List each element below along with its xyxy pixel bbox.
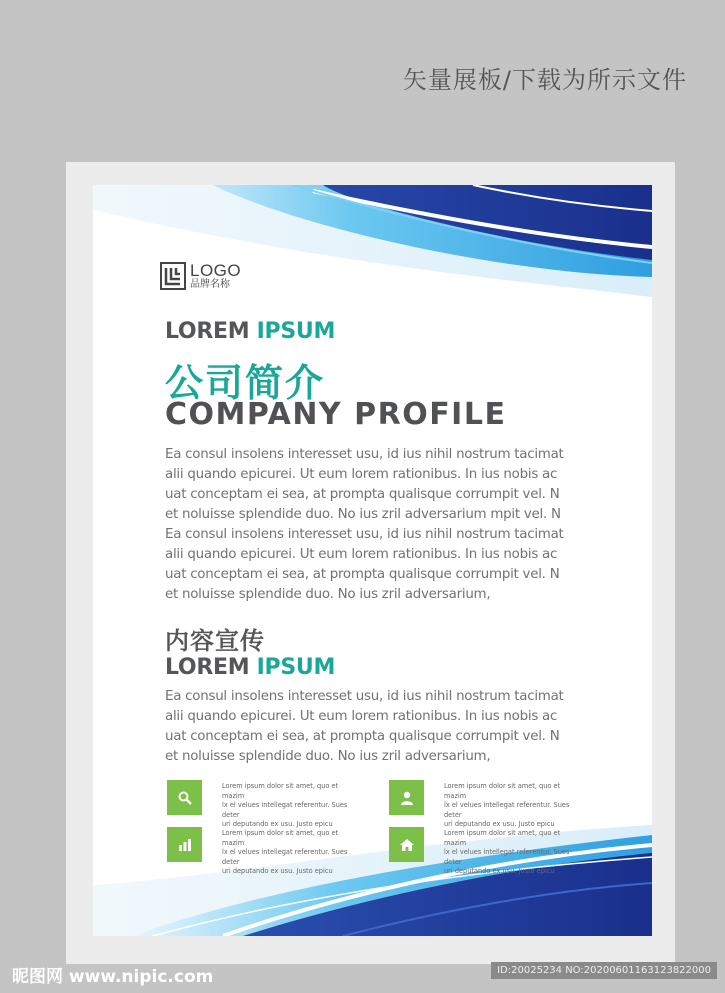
feature-item: [167, 780, 362, 830]
section2-title-cn: 内容宣传: [165, 627, 265, 655]
feature-item: [389, 780, 584, 830]
kicker-dark: LOREM: [165, 319, 250, 344]
logo-word: LOGO: [190, 261, 242, 280]
feature-text: Lorem ipsum dolor sit amet, quo et mazim lx el velues intellegat referentur. Sues deter uri deputando ex usu. Justo epicu: [444, 829, 570, 875]
kicker-teal: IPSUM: [256, 319, 336, 344]
section1-kicker: [165, 319, 335, 344]
feature-text: Lorem ipsum dolor sit amet, quo et mazim lx el velues intellegat referentur. Sues deter uri deputando ex usu. Justo epicu: [222, 829, 348, 875]
chart-icon: [167, 827, 202, 862]
section1-title-cn: 公司简介: [165, 361, 326, 405]
logo-subtitle: 品牌名称: [190, 279, 230, 290]
search-icon: [167, 780, 202, 815]
feature-text: Lorem ipsum dolor sit amet, quo et mazim lx el velues intellegat referentur. Sues deter uri deputando ex usu. Justo epicu: [444, 782, 570, 828]
watermark-site: 昵图网 www.nipic.com: [12, 967, 214, 987]
user-icon: [389, 780, 424, 815]
section1-body: Ea consul insolens interesset usu, id ius nihil nostrum tacimat alii quando epicurei. Ut eum lorem rationibus. In ius nobis ac uat conceptam ei sea, at prompta qualisque corrumpit vel. N et noluisse splendide duo. No ius zril adversarium mpit vel. N Ea consul insolens interesset usu, id ius nihil nostrum tacimat alii quando epicurei. Ut eum lorem rationibus. In ius nobis ac uat conceptam ei sea, at prompta qualisque corrumpit vel. N et noluisse splendide duo. No ius zril adversarium,: [165, 447, 564, 602]
logo-mark-icon: [160, 262, 186, 290]
section2-body: Ea consul insolens interesset usu, id ius nihil nostrum tacimat alii quando epicurei. Ut eum lorem rationibus. In ius nobis ac uat conceptam ei sea, at prompta qualisque corrumpit vel. N et noluisse splendide duo. No ius zril adversarium,: [165, 689, 564, 764]
kicker-teal: IPSUM: [256, 655, 336, 680]
section2-kicker: [165, 655, 335, 680]
watermark-id: ID:20025234 NO:20200601163123822000: [491, 962, 717, 979]
kicker-dark: LOREM: [165, 655, 250, 680]
top-note: 矢量展板/下载为所示文件: [402, 66, 687, 94]
section1-title-en: COMPANY PROFILE: [165, 397, 507, 432]
feature-item: [389, 827, 584, 877]
feature-item: [167, 827, 362, 877]
feature-text: Lorem ipsum dolor sit amet, quo et mazim lx el velues intellegat referentur. Sues deter uri deputando ex usu. Justo epicu: [222, 782, 348, 828]
brand-logo: [160, 262, 241, 290]
poster: [93, 185, 652, 936]
home-icon: [389, 827, 424, 862]
